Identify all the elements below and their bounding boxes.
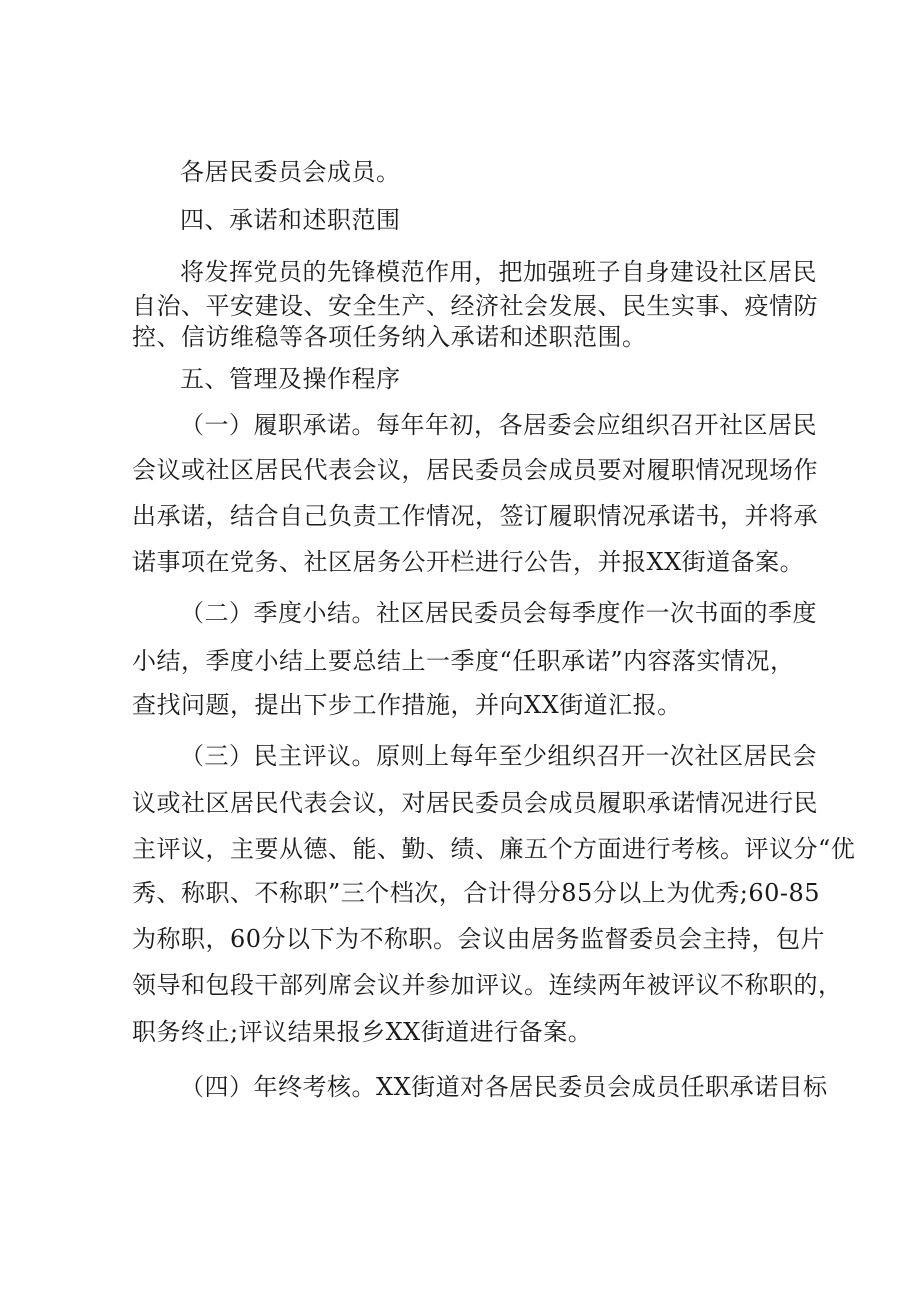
paragraph-line: 控、信访维稳等各项任务纳入承诺和述职范围。 — [132, 323, 647, 351]
paragraph-line: 查找问题，提出下步工作措施，并向XX街道汇报。 — [132, 691, 682, 719]
paragraph-line: 职务终止;评议结果报乡XX街道进行备案。 — [132, 1018, 593, 1046]
paragraph-line: （二）季度小结。社区居民委员会每季度作一次书面的季度 — [180, 599, 817, 627]
paragraph-line: 小结，季度小结上要总结上一季度“任职承诺”内容落实情况， — [132, 647, 795, 675]
paragraph-line: 会议或社区居民代表会议，居民委员会成员要对履职情况现场作 — [132, 456, 818, 484]
paragraph-line: 秀、称职、不称职”三个档次，合计得分85分以上为优秀;60-85 — [132, 879, 821, 907]
paragraph-line: 为称职，60分以下为不称职。会议由居务监督委员会主持，包片 — [132, 925, 826, 953]
paragraph-line: 自治、平安建设、安全生产、经济社会发展、民生实事、疫情防 — [132, 292, 818, 320]
section-heading: 五、管理及操作程序 — [180, 365, 401, 393]
paragraph-line: 出承诺，结合自己负责工作情况，签订履职情况承诺书，并将承 — [132, 502, 818, 530]
paragraph-line: （三）民主评议。原则上每年至少组织召开一次社区居民会 — [180, 742, 817, 770]
paragraph-line: 主评议，主要从德、能、勤、绩、廉五个方面进行考核。评议分“优 — [132, 835, 856, 863]
section-heading: 四、承诺和述职范围 — [180, 206, 401, 234]
paragraph-line: 议或社区居民代表会议，对居民委员会成员履职承诺情况进行民 — [132, 789, 818, 817]
paragraph-line: 诺事项在党务、社区居务公开栏进行公告，并报XX街道备案。 — [132, 548, 805, 576]
paragraph-line: （一）履职承诺。每年年初，各居委会应组织召开社区居民 — [180, 411, 817, 439]
paragraph-line: 将发挥党员的先锋模范作用，把加强班子自身建设社区居民 — [180, 258, 817, 286]
paragraph-line: 各居民委员会成员。 — [180, 158, 401, 186]
paragraph-line: 领导和包段干部列席会议并参加评议。连续两年被评议不称职的， — [132, 971, 843, 999]
paragraph-line: （四）年终考核。XX街道对各居民委员会成员任职承诺目标 — [180, 1073, 828, 1101]
